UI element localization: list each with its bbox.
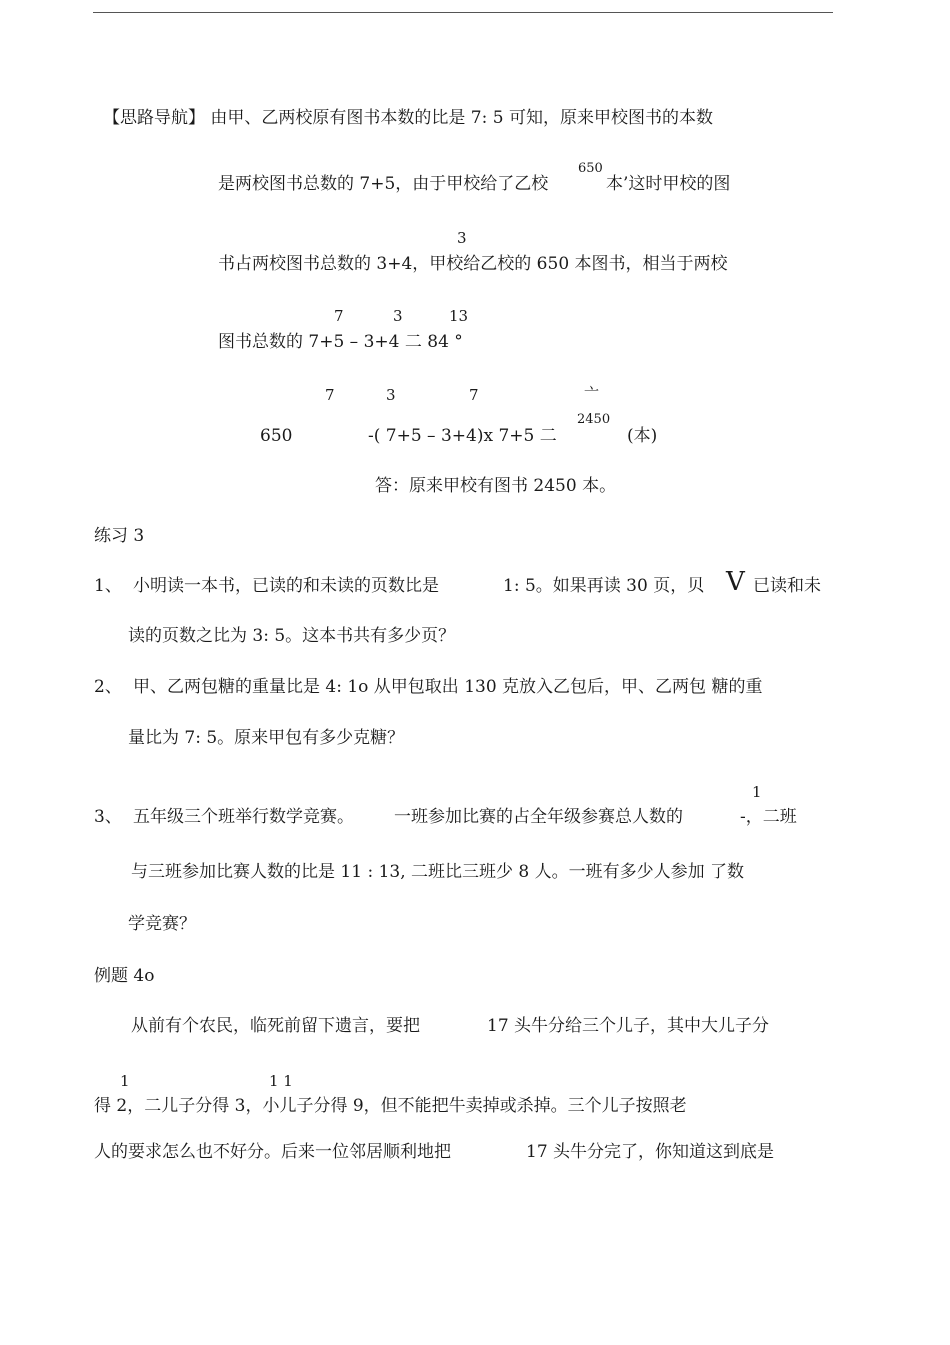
example-numerator-2: 1 1: [269, 1072, 293, 1090]
q1-line-1b: 1: 5。如果再读 30 页，贝: [503, 576, 705, 596]
q1-stray-mark: V: [726, 567, 745, 597]
q1-line-1c: 已读和未: [753, 576, 821, 596]
q3-line-2: 与三班参加比赛人数的比是 11 : 13, 二班比三班少 8 人。一班有多少人参加 了数: [131, 862, 745, 882]
guide-line-4: 图书总数的 7+5 – 3+4 二 84 °: [218, 332, 463, 352]
guide-line-5-mark: 亠: [584, 384, 600, 402]
q2-line-2: 量比为 7: 5。原来甲包有多少克糖？: [128, 728, 405, 748]
guide-line-4-numerator-1: 7: [334, 307, 344, 325]
guide-line-5-numerator-3: 7: [469, 386, 479, 404]
guide-line-3-numerator: 3: [457, 229, 467, 247]
example-line-2: 得 2，二儿子分得 3，小儿子分得 9，但不能把牛卖掉或杀掉。三个儿子按照老: [94, 1096, 687, 1116]
example-numerator-1: 1: [120, 1072, 130, 1090]
guide-line-5-numerator-1: 7: [325, 386, 335, 404]
q2-number: 2、: [94, 677, 122, 697]
practice-heading: 练习 3: [94, 526, 145, 546]
q3-fraction-numerator: 1: [752, 783, 762, 801]
guide-line-5-value: 650: [260, 426, 293, 446]
q1-number: 1、: [94, 576, 122, 596]
guide-line-5-result: 2450: [577, 412, 611, 427]
guide-line-2a: 是两校图书总数的 7+5，由于甲校给了乙校: [218, 174, 549, 194]
guide-answer: 答：原来甲校有图书 2450 本。: [375, 476, 617, 496]
q3-line-1b: 一班参加比赛的占全年级参赛总人数的: [394, 807, 683, 827]
guide-line-5-numerator-2: 3: [386, 386, 396, 404]
guide-line-2-superscript: 650: [578, 161, 603, 176]
guide-line-2b: 本’这时甲校的图: [606, 174, 731, 194]
example-line-3a: 人的要求怎么也不好分。后来一位邻居顺利地把: [94, 1142, 451, 1162]
q3-line-3: 学竞赛？: [128, 914, 196, 934]
example-heading: 例题 4o: [94, 966, 155, 986]
q3-line-1c: -，二班: [740, 807, 797, 827]
guide-line-4-numerator-3: 13: [449, 307, 469, 325]
guide-line-1: 【思路导航】 由甲、乙两校原有图书本数的比是 7: 5 可知，原来甲校图书的本数: [103, 108, 713, 128]
q1-line-2: 读的页数之比为 3: 5。这本书共有多少页？: [128, 626, 456, 646]
q3-line-1a: 五年级三个班举行数学竞赛。: [133, 807, 354, 827]
q3-number: 3、: [94, 807, 122, 827]
example-line-3b: 17 头牛分完了，你知道这到底是: [526, 1142, 775, 1162]
header-rule: [93, 12, 833, 13]
guide-line-4-numerator-2: 3: [393, 307, 403, 325]
guide-line-5-formula: -( 7+5 – 3+4)x 7+5 二: [368, 426, 557, 446]
guide-line-3: 书占两校图书总数的 3+4，甲校给乙校的 650 本图书，相当于两校: [218, 254, 728, 274]
q1-line-1a: 小明读一本书，已读的和未读的页数比是: [133, 576, 439, 596]
guide-line-5-unit: (本): [627, 426, 658, 446]
example-line-1a: 从前有个农民，临死前留下遗言，要把: [131, 1016, 420, 1036]
example-line-1b: 17 头牛分给三个儿子，其中大儿子分: [487, 1016, 770, 1036]
q2-line-1: 甲、乙两包糖的重量比是 4: 1o 从甲包取出 130 克放入乙包后，甲、乙两包 糖的重: [133, 677, 763, 697]
